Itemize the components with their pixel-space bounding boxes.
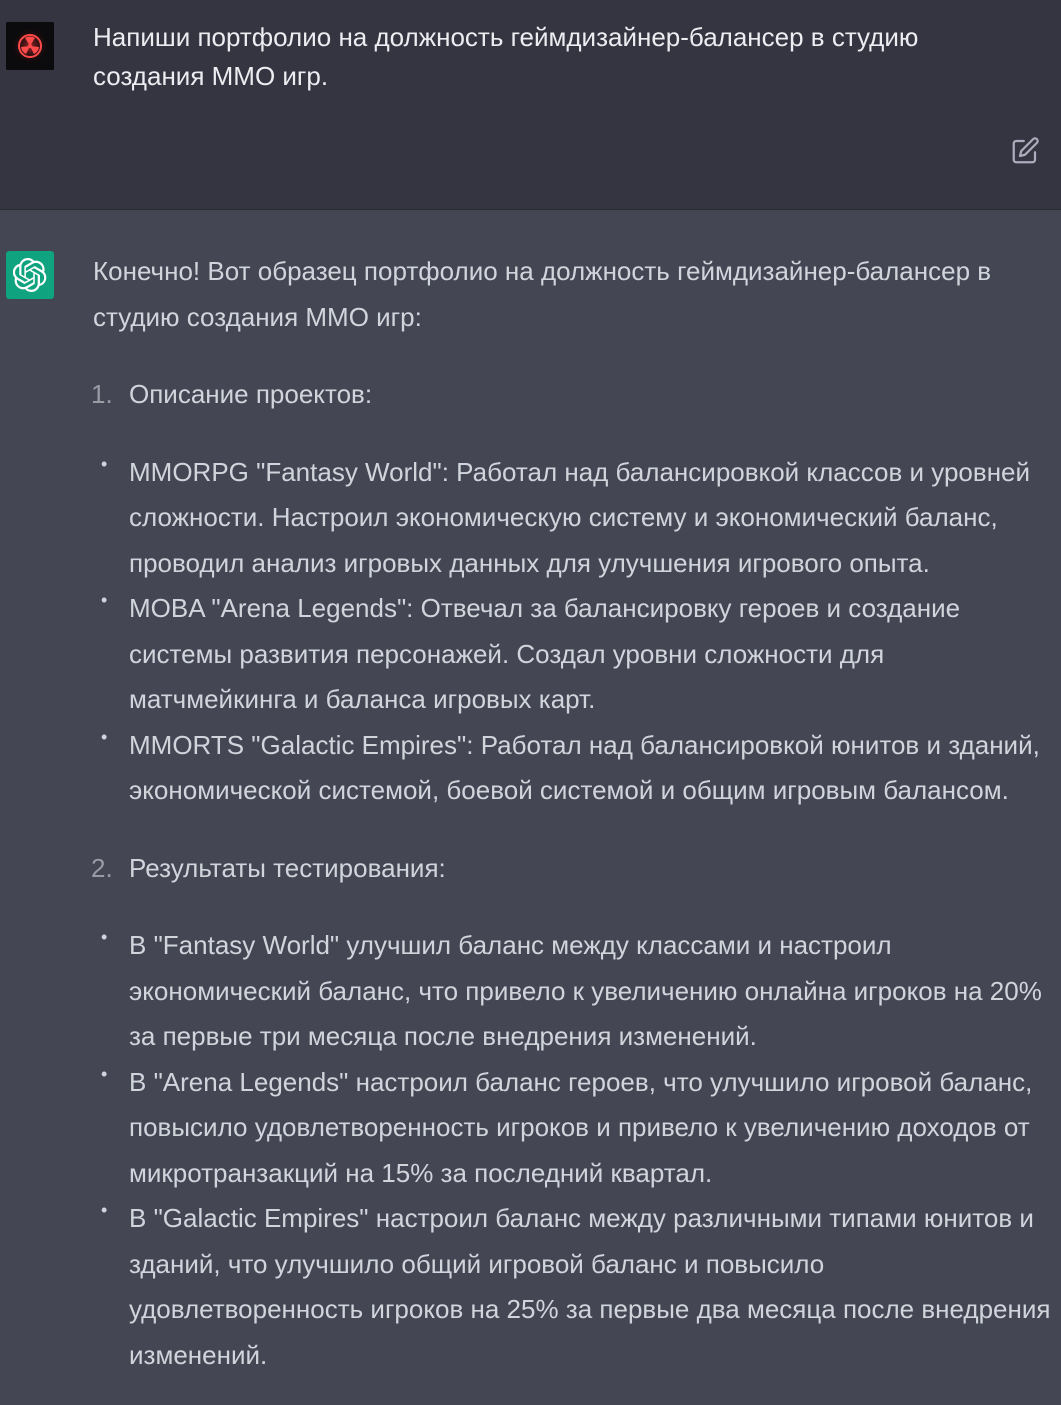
user-message-block — [0, 0, 1061, 210]
openai-logo-icon — [13, 258, 47, 292]
list-item: • В "Galactic Empires" настроил баланс между различными типами юнитов и зданий, что улучшило общий игровой баланс и повысило удовлетворенность игроков на 25% за первые два месяца после внедрения изменений. — [129, 1196, 1053, 1378]
section-title: Описание проектов: — [129, 379, 373, 409]
list-item: • В "Arena Legends" настроил баланс героев, что улучшило игровой баланс, повысило удовлетворенность игроков и привело к увеличению доходов от микротранзакций на 15% за последний квартал. — [129, 1060, 1053, 1197]
section-title: Результаты тестирования: — [129, 852, 446, 883]
user-avatar — [6, 22, 54, 70]
bullet-list — [129, 450, 1053, 814]
list-item: • MMORPG "Fantasy World": Работал над балансировкой классов и уровней сложности. Настроил экономическую систему и экономический баланс, проводил анализ игровых данных для улучшения игрового опыта. — [129, 450, 1053, 587]
user-message-text: Напиши портфолио на должность геймдизайнер-балансер в студию создания MMO игр. — [93, 22, 919, 91]
section-number: 1. — [91, 379, 113, 409]
section-number: 2. — [91, 852, 113, 883]
assistant-message-block — [0, 211, 1061, 1405]
section-projects — [93, 372, 1053, 814]
edit-icon — [1010, 136, 1040, 166]
answer-intro: Конечно! Вот образец портфолио на должность геймдизайнер-балансер в студию создания MMO игр: — [93, 256, 992, 332]
list-item: • В "Fantasy World" улучшил баланс между классами и настроил экономический баланс, что привело к увеличению онлайна игроков на 20% за первые три месяца после внедрения изменений. — [129, 923, 1053, 1060]
edit-message-button[interactable] — [1010, 136, 1040, 166]
radiation-icon — [6, 22, 54, 70]
list-item: • MOBA "Arena Legends": Отвечал за балансировку героев и создание системы развития персонажей. Создал уровни сложности для матчмейкинга и баланса игровых карт. — [129, 586, 1053, 723]
assistant-avatar — [6, 251, 54, 299]
assistant-answer — [93, 249, 1053, 1378]
list-item: • MMORTS "Galactic Empires": Работал над балансировкой юнитов и зданий, экономической системой, боевой системой и общим игровым балансом. — [129, 723, 1053, 814]
bullet-list — [129, 923, 1053, 1378]
section-results — [93, 846, 1053, 1379]
